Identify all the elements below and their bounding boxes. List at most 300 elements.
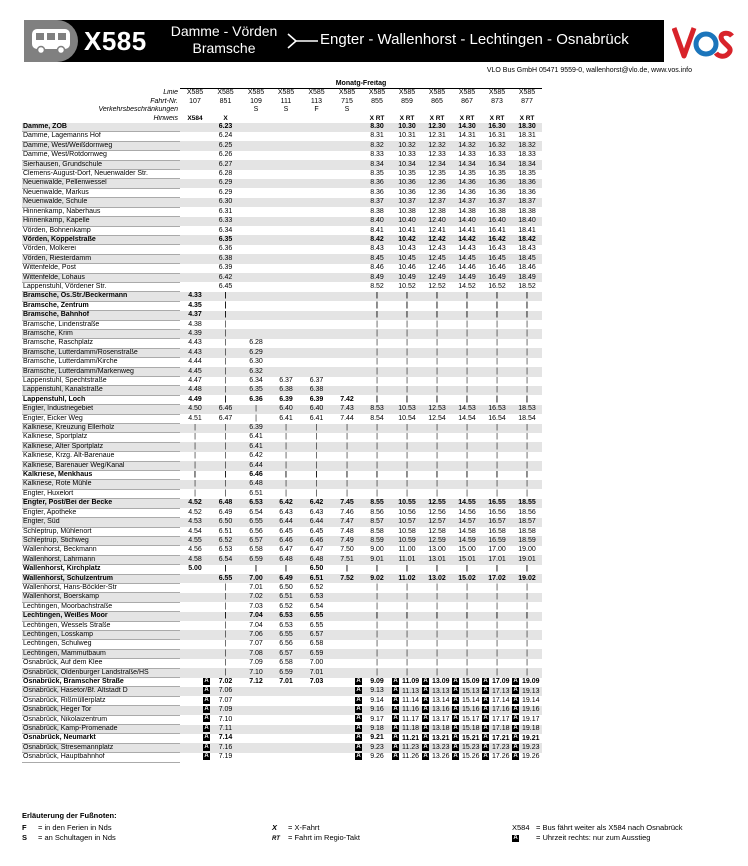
departure-time: 6.37 bbox=[279, 377, 293, 384]
departure-time: 18.36 bbox=[518, 188, 536, 196]
departure-time bbox=[241, 254, 271, 263]
time-value: 11.09 bbox=[402, 678, 420, 686]
departure-time bbox=[271, 226, 301, 235]
departure-time bbox=[512, 743, 542, 752]
departure-time: | bbox=[422, 612, 452, 621]
departure-time: | bbox=[301, 461, 332, 470]
departure-time: 16.34 bbox=[482, 160, 512, 169]
departure-time: 6.55 bbox=[271, 630, 301, 639]
departure-time bbox=[332, 358, 362, 367]
time-value: 15.16 bbox=[462, 706, 480, 714]
departure-time: 6.29 bbox=[218, 188, 233, 196]
departure-time bbox=[180, 217, 210, 226]
departure-time: 7.10 bbox=[241, 668, 271, 677]
alight-only-marker: A bbox=[393, 724, 398, 731]
departure-time: | bbox=[406, 640, 408, 648]
stop-row bbox=[22, 123, 542, 132]
departure-time: 7.44 bbox=[340, 414, 354, 422]
departure-time: 14.59 bbox=[452, 536, 482, 545]
header-label: Fahrt-Nr. bbox=[150, 97, 178, 105]
departure-time: | bbox=[301, 424, 332, 433]
departure-time bbox=[241, 198, 271, 207]
departure-time bbox=[271, 292, 301, 301]
stop-row bbox=[22, 226, 542, 235]
departure-time: | bbox=[376, 565, 378, 573]
departure-time bbox=[422, 725, 452, 734]
time-value: 11.23 bbox=[402, 744, 419, 752]
stop-row bbox=[22, 508, 542, 517]
header-cell: 113 bbox=[310, 97, 323, 105]
header-row bbox=[22, 115, 542, 123]
departure-time bbox=[332, 320, 362, 329]
stop-name: Kalkriese, Sportplatz bbox=[22, 433, 180, 442]
departure-time bbox=[301, 273, 332, 282]
stop-name: Lappenstuhl, Loch bbox=[22, 395, 180, 404]
departure-time: 7.48 bbox=[340, 527, 354, 535]
header-cell: X584 bbox=[187, 114, 203, 122]
departure-time: | bbox=[512, 593, 542, 602]
departure-time bbox=[392, 696, 422, 705]
alight-only-marker: A bbox=[483, 743, 488, 750]
alight-only-marker: A bbox=[483, 677, 488, 684]
departure-time: 6.50 bbox=[279, 583, 293, 591]
departure-time: | bbox=[224, 565, 227, 573]
departure-time: 7.14 bbox=[218, 734, 233, 742]
departure-time bbox=[271, 282, 301, 291]
departure-time: 10.59 bbox=[392, 536, 422, 545]
time-value: 13.13 bbox=[432, 687, 450, 695]
departure-time: | bbox=[362, 367, 392, 376]
departure-time: | bbox=[512, 292, 542, 301]
departure-time: 9.14 bbox=[370, 696, 384, 704]
stop-name: Bramsche, Os.Str./Beckermann bbox=[22, 292, 180, 301]
departure-time: 4.56 bbox=[188, 546, 202, 554]
departure-time: | bbox=[512, 461, 542, 470]
departure-time: 18.52 bbox=[518, 282, 536, 290]
departure-time: | bbox=[466, 471, 468, 479]
departure-time: 10.35 bbox=[398, 170, 416, 178]
departure-time: 10.55 bbox=[392, 499, 422, 508]
departure-time: 6.32 bbox=[241, 367, 271, 376]
departure-time: 7.43 bbox=[332, 405, 362, 414]
departure-time: | bbox=[224, 339, 227, 347]
departure-time: | bbox=[376, 471, 378, 479]
departure-time bbox=[180, 179, 210, 188]
header-cell: X585 bbox=[186, 89, 204, 97]
time-value: 17.21 bbox=[492, 734, 510, 742]
alight-only-marker: A bbox=[204, 734, 209, 741]
departure-time: 18.42 bbox=[512, 235, 542, 244]
legend-key: F bbox=[22, 823, 27, 832]
departure-time: | bbox=[315, 452, 318, 460]
departure-time: | bbox=[466, 433, 468, 441]
departure-time: 6.39 bbox=[241, 424, 271, 433]
departure-time: 6.33 bbox=[210, 217, 241, 226]
departure-time: 10.58 bbox=[398, 527, 416, 535]
stop-name: Kalkriese, Barenauer Weg/Kanal bbox=[22, 461, 180, 470]
header-cell bbox=[392, 106, 422, 114]
alight-only-marker: A bbox=[483, 687, 488, 694]
stop-row bbox=[22, 753, 542, 762]
departure-time bbox=[301, 254, 332, 263]
departure-time: 12.56 bbox=[428, 508, 446, 516]
departure-time: 17.01 bbox=[482, 555, 512, 564]
departure-time: 12.45 bbox=[422, 254, 452, 263]
departure-time bbox=[180, 687, 210, 696]
departure-time: | bbox=[406, 489, 408, 497]
stop-row bbox=[22, 160, 542, 169]
departure-time: | bbox=[452, 593, 482, 602]
alight-only-marker: A bbox=[393, 677, 398, 684]
departure-time: 18.37 bbox=[512, 198, 542, 207]
stop-row bbox=[22, 358, 542, 367]
departure-time: | bbox=[436, 433, 438, 441]
departure-time: 10.36 bbox=[398, 188, 416, 196]
departure-time: | bbox=[271, 442, 301, 451]
header-cell bbox=[301, 115, 332, 123]
header-cell: 859 bbox=[401, 97, 413, 105]
departure-time bbox=[512, 715, 542, 724]
departure-time bbox=[332, 377, 362, 386]
departure-time: 7.00 bbox=[241, 574, 271, 583]
alight-only-marker: A bbox=[393, 706, 398, 713]
stop-row bbox=[22, 668, 542, 677]
departure-time: | bbox=[526, 583, 528, 591]
alight-only-marker: A bbox=[483, 715, 488, 722]
departure-time bbox=[180, 132, 210, 141]
time-value: 13.16 bbox=[432, 706, 450, 714]
departure-time: 12.36 bbox=[422, 179, 452, 188]
stop-row bbox=[22, 367, 542, 376]
departure-time: 16.54 bbox=[488, 414, 506, 422]
departure-time: | bbox=[376, 640, 378, 648]
departure-time: | bbox=[224, 489, 227, 497]
legend-text: = Fahrt im Regio-Takt bbox=[288, 833, 360, 842]
departure-time: | bbox=[392, 311, 422, 320]
departure-time: 9.01 bbox=[362, 555, 392, 564]
departure-time: | bbox=[224, 433, 227, 441]
departure-time: | bbox=[376, 339, 378, 347]
stop-name: Bramsche, Krim bbox=[22, 329, 180, 338]
header-cell: 715 bbox=[341, 97, 353, 105]
departure-time: | bbox=[452, 311, 482, 320]
departure-time bbox=[241, 226, 271, 235]
time-value: 15.18 bbox=[462, 725, 480, 733]
departure-time: | bbox=[436, 640, 438, 648]
departure-time: 14.41 bbox=[458, 226, 476, 234]
departure-time bbox=[301, 292, 332, 301]
departure-time: 16.33 bbox=[488, 151, 506, 159]
departure-time: 6.26 bbox=[218, 151, 233, 159]
departure-time: 6.52 bbox=[309, 583, 324, 591]
alight-only-marker: A bbox=[453, 753, 458, 760]
stop-name: Lechtingen, Schulweg bbox=[22, 640, 180, 649]
departure-time: 14.56 bbox=[458, 508, 476, 516]
departure-time bbox=[180, 743, 210, 752]
departure-time: | bbox=[496, 452, 498, 460]
departure-time: | bbox=[346, 565, 348, 573]
legend-item-s bbox=[22, 833, 116, 842]
alight-only-marker: A bbox=[393, 696, 398, 703]
departure-time bbox=[332, 593, 362, 602]
departure-time: 6.59 bbox=[301, 649, 332, 658]
day-header-row bbox=[22, 80, 542, 89]
stop-row bbox=[22, 405, 542, 414]
stop-row bbox=[22, 687, 542, 696]
route-arrow-icon bbox=[286, 33, 318, 49]
departure-time bbox=[241, 715, 271, 724]
departure-time: 6.41 bbox=[309, 414, 324, 422]
stop-row bbox=[22, 640, 542, 649]
stop-name: Neuenwalde, Schule bbox=[22, 198, 180, 207]
header-cell: X585 bbox=[368, 89, 386, 97]
stop-row bbox=[22, 574, 542, 583]
departure-time: | bbox=[422, 348, 452, 357]
stop-name: Wallenhorst, Lahrmann bbox=[22, 555, 180, 564]
departure-time bbox=[332, 621, 362, 630]
departure-time: 8.36 bbox=[362, 179, 392, 188]
departure-time: 8.33 bbox=[370, 151, 384, 159]
departure-time: | bbox=[482, 668, 512, 677]
departure-time: | bbox=[376, 659, 378, 667]
departure-time bbox=[422, 715, 452, 724]
departure-time bbox=[301, 141, 332, 150]
vos-logo-graphic bbox=[672, 22, 736, 62]
departure-time bbox=[301, 226, 332, 235]
stop-name: Wittenfelde, Lohaus bbox=[22, 273, 180, 282]
departure-time: | bbox=[406, 471, 408, 479]
departure-time: 6.27 bbox=[210, 160, 241, 169]
departure-time bbox=[392, 743, 422, 752]
header-row bbox=[22, 106, 542, 114]
alight-only-marker: A bbox=[356, 706, 361, 713]
stop-name: Engter, Industriegebiet bbox=[22, 405, 180, 414]
time-value: 13.26 bbox=[432, 753, 450, 761]
departure-time: | bbox=[436, 659, 438, 667]
departure-time bbox=[332, 743, 362, 752]
legend-key: X bbox=[272, 823, 278, 832]
alight-only-marker: A bbox=[483, 706, 488, 713]
stop-name: Vörden, Riesterdamm bbox=[22, 254, 180, 263]
departure-time: 9.16 bbox=[362, 706, 392, 715]
operator-contact: VLO Bus GmbH 05471 9559-0, wallenhorst@vlo.de, www.vos.info bbox=[486, 67, 692, 74]
departure-time: 4.35 bbox=[188, 301, 202, 309]
departure-time: | bbox=[392, 386, 422, 395]
departure-time bbox=[332, 188, 362, 197]
departure-time: 10.52 bbox=[398, 282, 416, 290]
departure-time: | bbox=[210, 292, 241, 301]
header-row bbox=[22, 89, 542, 98]
departure-time: | bbox=[224, 377, 227, 384]
departure-time: 18.49 bbox=[512, 273, 542, 282]
alight-only-marker: A bbox=[513, 715, 518, 722]
alight-only-marker: A bbox=[204, 687, 209, 694]
departure-time: 7.06 bbox=[210, 687, 241, 696]
departure-time: 7.19 bbox=[218, 753, 233, 761]
departure-time: 6.44 bbox=[241, 461, 271, 470]
time-value: 19.09 bbox=[522, 678, 540, 686]
stop-name: Hinnenkamp, Kapelle bbox=[22, 217, 180, 226]
departure-time: | bbox=[376, 433, 378, 441]
stop-name: Osnabrück, Stresemannplatz bbox=[22, 743, 180, 752]
departure-time: 18.36 bbox=[512, 179, 542, 188]
departure-time: | bbox=[210, 612, 241, 621]
alight-only-marker: A bbox=[393, 687, 398, 694]
departure-time: | bbox=[224, 621, 227, 629]
departure-time: | bbox=[210, 386, 241, 395]
departure-time: 16.57 bbox=[482, 518, 512, 527]
departure-time: | bbox=[392, 329, 422, 338]
departure-time: | bbox=[422, 480, 452, 489]
header-cell: 865 bbox=[431, 97, 443, 105]
departure-time: 6.29 bbox=[241, 348, 271, 357]
departure-time bbox=[332, 235, 362, 244]
departure-time: 4.48 bbox=[180, 386, 210, 395]
header-label: Linie bbox=[163, 89, 178, 97]
departure-time bbox=[482, 706, 512, 715]
stop-row bbox=[22, 593, 542, 602]
departure-time: 10.56 bbox=[398, 508, 416, 516]
departure-time bbox=[271, 235, 301, 244]
departure-time: | bbox=[466, 452, 468, 460]
stop-name: Vörden, Molkerei bbox=[22, 245, 180, 254]
departure-time: 18.41 bbox=[518, 226, 536, 234]
departure-time: 16.52 bbox=[488, 282, 506, 290]
departure-time: | bbox=[285, 452, 287, 460]
departure-time: | bbox=[271, 480, 301, 489]
departure-time: | bbox=[512, 442, 542, 451]
departure-time: 6.38 bbox=[301, 386, 332, 395]
departure-time bbox=[271, 320, 301, 329]
route-destination: Engter - Wallenhorst - Lechtingen - Osnabrück bbox=[320, 31, 629, 48]
legend-text: = X-Fahrt bbox=[288, 823, 320, 832]
departure-time: | bbox=[422, 649, 452, 658]
legend-key: X584 bbox=[512, 823, 530, 832]
time-value: 13.09 bbox=[432, 678, 450, 686]
departure-time: | bbox=[422, 630, 452, 639]
departure-time: 12.31 bbox=[428, 132, 446, 140]
departure-time: 6.44 bbox=[271, 518, 301, 527]
departure-time: | bbox=[346, 433, 348, 441]
departure-time: 6.46 bbox=[249, 471, 263, 479]
time-value: 13.17 bbox=[432, 715, 450, 723]
departure-time: 6.45 bbox=[218, 282, 233, 290]
departure-time: 6.48 bbox=[210, 499, 241, 508]
departure-time: | bbox=[452, 292, 482, 301]
header-cell: 877 bbox=[521, 97, 533, 105]
departure-time bbox=[241, 235, 271, 244]
alight-only-marker: A bbox=[483, 734, 488, 741]
departure-time: | bbox=[496, 395, 498, 403]
departure-time: 6.47 bbox=[309, 546, 324, 554]
stop-name: Vörden, Koppelstraße bbox=[22, 235, 180, 244]
time-value: 17.13 bbox=[492, 687, 510, 695]
departure-time: 8.49 bbox=[362, 273, 392, 282]
departure-time: 5.00 bbox=[188, 565, 202, 573]
departure-time bbox=[241, 273, 271, 282]
departure-time: | bbox=[392, 649, 422, 658]
departure-time bbox=[301, 264, 332, 273]
departure-time: | bbox=[482, 386, 512, 395]
departure-time bbox=[392, 715, 422, 724]
departure-time bbox=[301, 687, 332, 696]
departure-time: 6.36 bbox=[218, 245, 233, 253]
departure-time: | bbox=[466, 489, 468, 497]
departure-time: | bbox=[482, 649, 512, 658]
departure-time: 4.43 bbox=[180, 348, 210, 357]
departure-time: | bbox=[392, 593, 422, 602]
departure-time: | bbox=[406, 358, 408, 366]
departure-time: | bbox=[392, 348, 422, 357]
departure-time: | bbox=[496, 377, 498, 384]
stop-name: Engter, Süd bbox=[22, 518, 180, 527]
departure-time: 7.42 bbox=[340, 395, 354, 403]
departure-time bbox=[301, 170, 332, 179]
departure-time bbox=[332, 725, 362, 734]
stop-name: Engter, Apotheke bbox=[22, 508, 180, 517]
departure-time bbox=[180, 602, 210, 611]
departure-time: | bbox=[376, 395, 378, 403]
alight-only-marker: A bbox=[423, 743, 428, 750]
departure-time: | bbox=[436, 602, 438, 610]
header-cell: S bbox=[253, 106, 259, 114]
stop-row bbox=[22, 489, 542, 498]
departure-time bbox=[241, 301, 271, 310]
time-value: 19.21 bbox=[522, 734, 540, 742]
departure-time: 8.30 bbox=[362, 123, 392, 132]
departure-time: | bbox=[496, 659, 498, 667]
departure-time: | bbox=[315, 433, 318, 441]
stop-row bbox=[22, 235, 542, 244]
departure-time: 10.33 bbox=[398, 151, 416, 159]
departure-time: 8.41 bbox=[370, 226, 384, 234]
stop-name: Bramsche, Zentrum bbox=[22, 301, 180, 310]
departure-time bbox=[482, 678, 512, 687]
departure-time: | bbox=[436, 301, 438, 309]
departure-time: 14.52 bbox=[458, 282, 476, 290]
stop-row bbox=[22, 734, 542, 743]
departure-time bbox=[332, 696, 362, 705]
departure-time: 6.51 bbox=[271, 593, 301, 602]
departure-time: 19.01 bbox=[512, 555, 542, 564]
header-cell: X RT bbox=[459, 114, 475, 122]
departure-time: | bbox=[332, 461, 362, 470]
departure-time: 7.01 bbox=[249, 583, 263, 591]
departure-time: 7.08 bbox=[241, 649, 271, 658]
stop-row bbox=[22, 301, 542, 310]
departure-time: 7.03 bbox=[309, 678, 324, 685]
departure-time: | bbox=[271, 424, 301, 433]
departure-time: 18.30 bbox=[512, 123, 542, 132]
departure-time: 7.12 bbox=[249, 678, 263, 685]
departure-time: 10.36 bbox=[392, 179, 422, 188]
departure-time: | bbox=[362, 348, 392, 357]
departure-time: | bbox=[526, 320, 528, 328]
header-cell: X585 bbox=[518, 89, 536, 97]
stop-row bbox=[22, 725, 542, 734]
stop-name: Vörden, Bohnenkamp bbox=[22, 226, 180, 235]
departure-time: | bbox=[301, 442, 332, 451]
stop-name: Neuenwalde, Markus bbox=[22, 188, 180, 197]
departure-time: | bbox=[376, 602, 378, 610]
departure-time: | bbox=[210, 461, 241, 470]
departure-time: | bbox=[210, 480, 241, 489]
departure-time bbox=[180, 678, 210, 687]
stop-row bbox=[22, 630, 542, 639]
time-value: 15.14 bbox=[462, 696, 480, 704]
departure-time: | bbox=[466, 659, 468, 667]
departure-time: 6.47 bbox=[218, 414, 233, 422]
